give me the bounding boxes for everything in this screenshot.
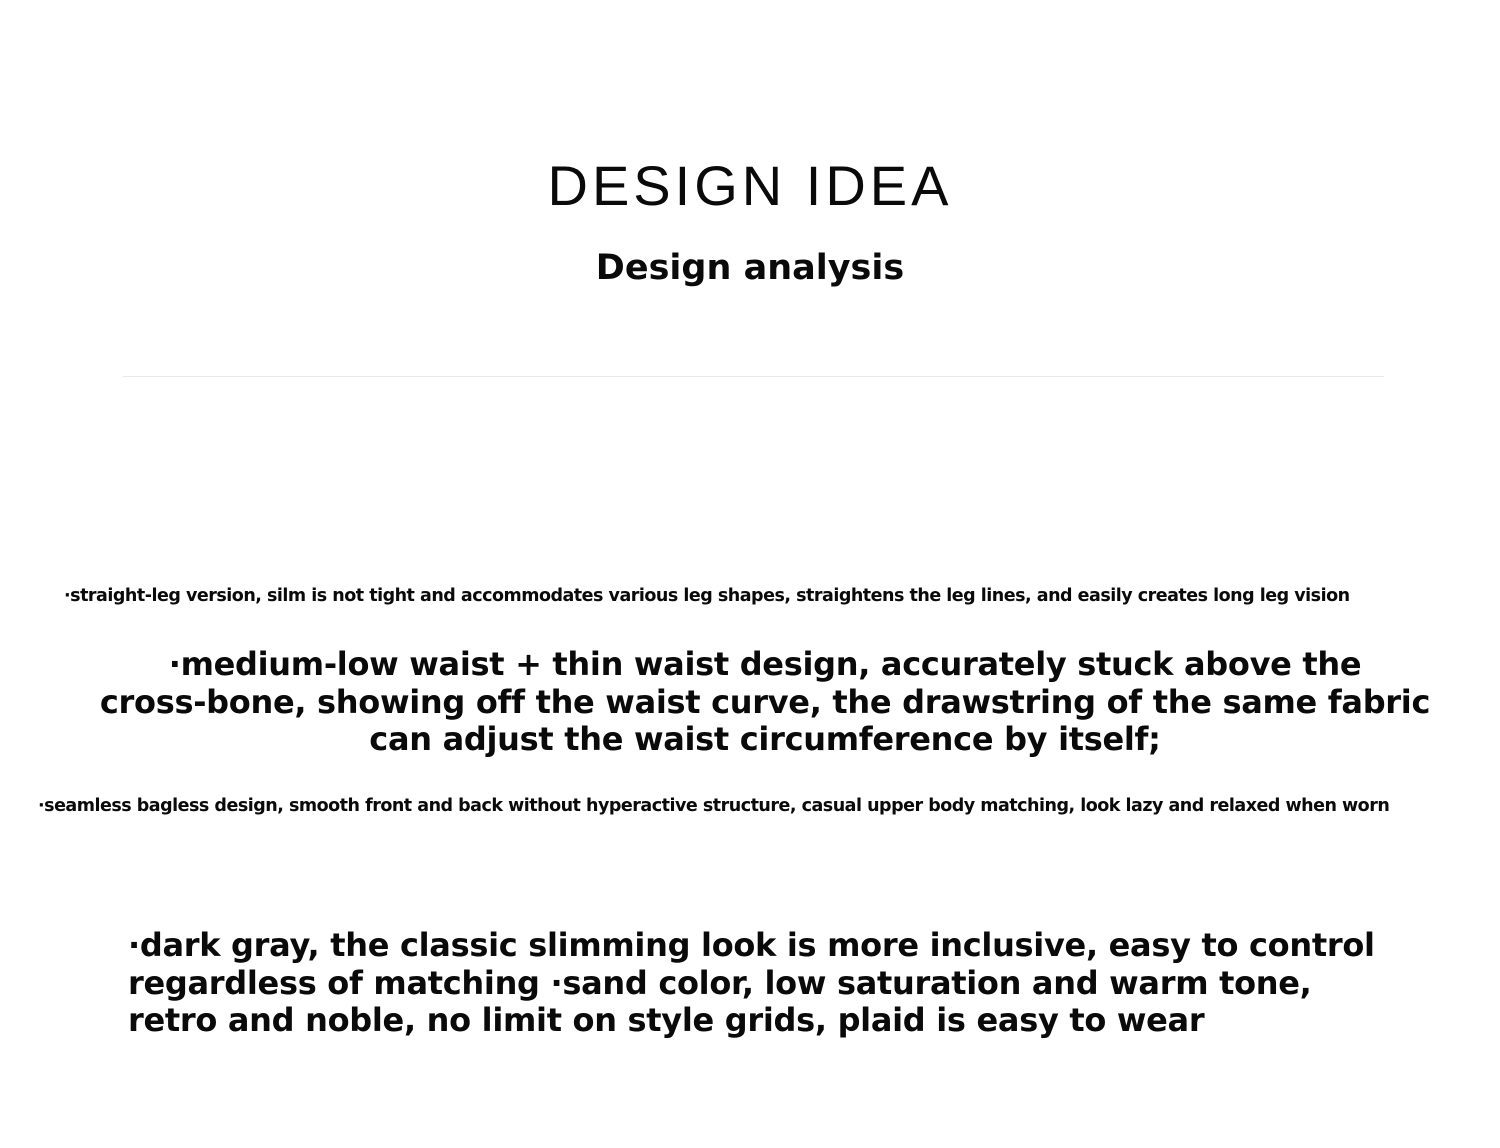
divider bbox=[123, 376, 1384, 377]
page-title: DESIGN IDEA bbox=[547, 154, 953, 217]
color-options-line-3: retro and noble, no limit on style grids, plaid is easy to wear bbox=[128, 1001, 1205, 1039]
waist-design-line-2: cross-bone, showing off the waist curve, the drawstring of the same fabric bbox=[99, 682, 1431, 721]
page-subtitle: Design analysis bbox=[595, 248, 905, 288]
seamless-design-point: ·seamless bagless design, smooth front and back without hyperactive structure, casual upper body matching, look lazy and relaxed when worn bbox=[38, 796, 1390, 816]
waist-design-line-1: ·medium-low waist + thin waist design, accurately stuck above the bbox=[168, 645, 1362, 683]
color-options-line-2: regardless of matching ·sand color, low saturation and warm tone, bbox=[128, 963, 1312, 1002]
color-options-point bbox=[128, 927, 1375, 1040]
straight-leg-point: ·straight-leg version, silm is not tight and accommodates various leg shapes, straightens the leg lines, and easily creates long leg vision bbox=[64, 586, 1350, 606]
waist-design-line-3: can adjust the waist circumference by itself; bbox=[369, 720, 1161, 758]
color-options-line-1: ·dark gray, the classic slimming look is more inclusive, easy to control bbox=[128, 926, 1375, 964]
waist-design-point bbox=[0, 646, 1500, 759]
